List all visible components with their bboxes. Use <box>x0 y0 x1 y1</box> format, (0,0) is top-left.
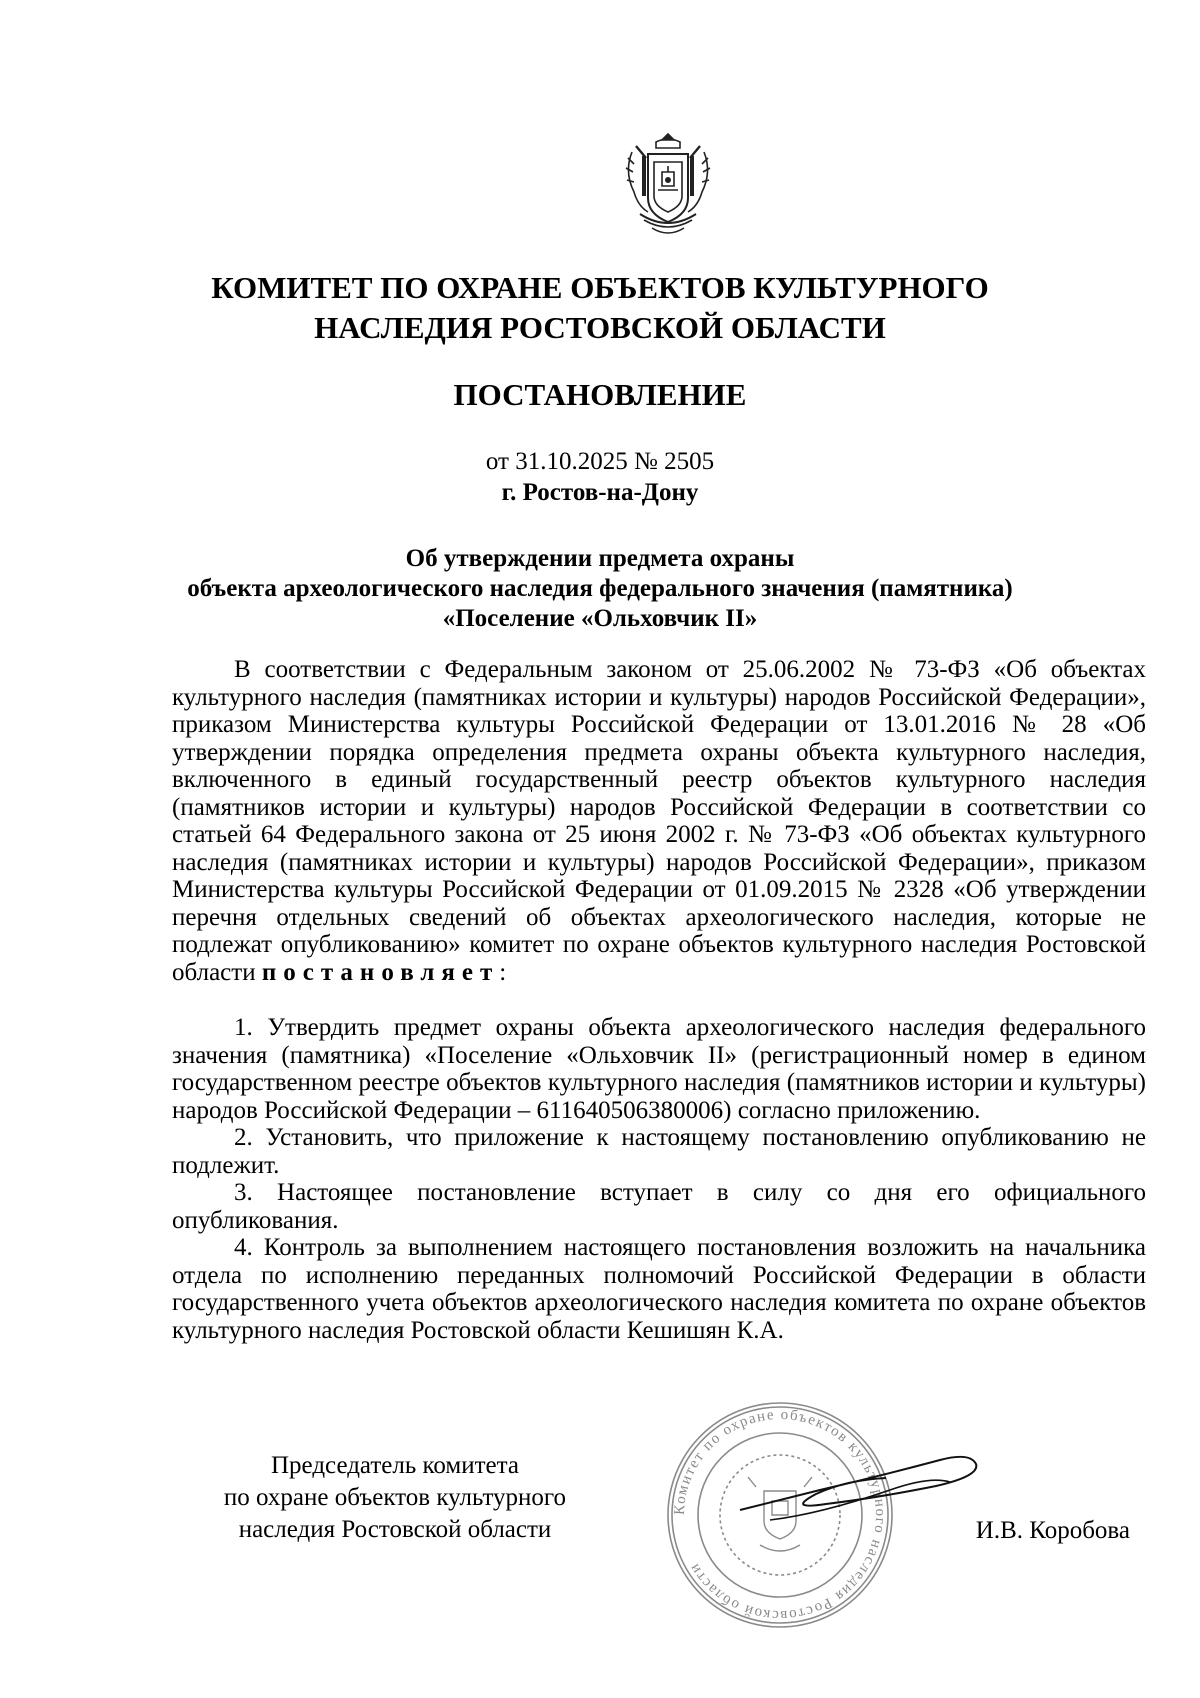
decree-word: постановляет <box>261 958 500 986</box>
signer-position <box>175 1450 615 1546</box>
preamble-text: В соответствии с Федеральным законом от 25.06.2002 № 73-ФЗ «Об объектах культурного наследия (памятниках истории и культуры) народов Российской Федерации», приказом Министерства культуры Российской Федерации от 13.01.2016 № 28 «Об утверждении порядка определения предмета охраны объекта культурного наследия, включенного в единый государственный реестр объектов культурного наследия (памятников истории и культуры) народов Российской Федерации в соответствии со статьей 64 Федерального закона от 25 июня 2002 г. № 73-ФЗ «Об объектах культурного наследия (памятниках истории и культуры) народов Российской Федерации», приказом Министерства культуры Российской Федерации от 01.09.2015 № 2328 «Об утверждении перечня отдельных сведений об объектах археологического наследия, которые не подлежат опубликованию» комитет по охране объектов культурного наследия Ростовской области <box>172 656 1146 986</box>
handwritten-signature <box>730 1440 990 1550</box>
preamble-paragraph <box>172 656 1146 986</box>
signer-position-line: наследия Ростовской области <box>238 1516 552 1543</box>
document-date-number: от 31.10.2025 № 2505 <box>485 448 715 475</box>
decree-item: 3. Настоящее постановление вступает в силу со дня его официального опубликования. <box>172 1179 1146 1234</box>
document-body <box>172 656 1146 1344</box>
title-line: Об утверждении предмета охраны <box>405 545 795 572</box>
signer-position-line: Председатель комитета <box>271 1452 519 1479</box>
title-line: «Поселение «Ольховчик II» <box>442 605 758 632</box>
paragraph-gap <box>172 986 1146 1014</box>
seal-text: Комитет по охране объектов культурного наследия Ростовской области <box>671 1406 889 1624</box>
decree-item: 2. Установить, что приложение к настоящему постановлению опубликованию не подлежит. <box>172 1124 1146 1179</box>
signer-position-line: по охране объектов культурного <box>223 1484 567 1511</box>
committee-name <box>150 268 1050 348</box>
document-type: ПОСТАНОВЛЕНИЕ <box>453 377 747 412</box>
document-city: г. Ростов-на-Дону <box>501 479 699 506</box>
coat-of-arms-icon <box>618 128 718 246</box>
decree-item: 1. Утвердить предмет охраны объекта археологического наследия федерального значения (памятника) «Поселение «Ольховчик II» (регистрационный номер в едином государственном реестре объектов культурного наследия (памятников истории и культуры) народов Российской Федерации – 611640506380006) согласно приложению. <box>172 1014 1146 1124</box>
title-line: объекта археологического наследия федерального значения (памятника) <box>187 575 1013 602</box>
signer-name: И.В. Коробова <box>975 1517 1130 1544</box>
committee-line: НАСЛЕДИЯ РОСТОВСКОЙ ОБЛАСТИ <box>314 310 886 345</box>
preamble-colon: : <box>499 958 507 986</box>
document-title <box>150 544 1050 634</box>
committee-line: КОМИТЕТ ПО ОХРАНЕ ОБЪЕКТОВ КУЛЬТУРНОГО <box>211 270 989 305</box>
decree-item: 4. Контроль за выполнением настоящего постановления возложить на начальника отдела по исполнению переданных полномочий Российской Федерации в области государственного учета объектов археологического наследия комитета по охране объектов культурного наследия Ростовской области Кешишян К.А. <box>172 1234 1146 1344</box>
